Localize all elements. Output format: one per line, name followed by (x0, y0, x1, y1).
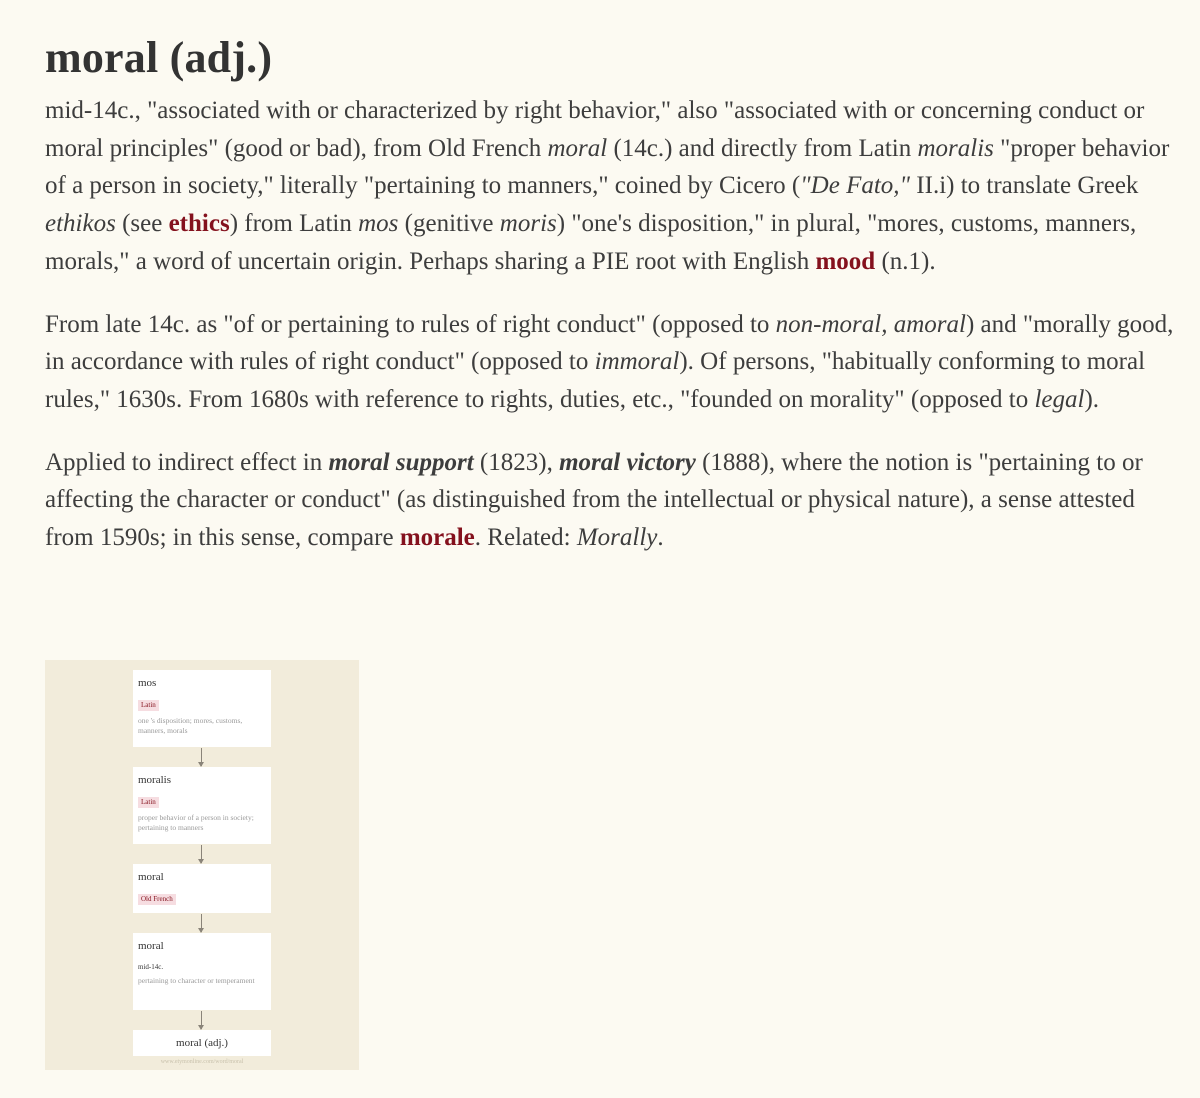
italic-term: mos (358, 210, 399, 238)
bold-italic-term: moral victory (559, 448, 696, 476)
italic-term: ethikos (45, 210, 116, 238)
text: (genitive (398, 210, 500, 238)
text: ) and "morally good, in accordance with rules of right conduct" (opposed to (45, 310, 1174, 376)
text: (see (115, 210, 169, 238)
language-badge: Latin (138, 797, 159, 808)
node-word: moral (138, 871, 164, 883)
node-gloss: proper behavior of a person in society; pertaining to manners (138, 813, 254, 832)
text: mid-14c., "associated with or characterized by right behavior," also "associated with or concerning conduct or moral principles" (good or bad), from Old French (45, 97, 1145, 162)
entry-title: moral (adj.) (45, 33, 273, 82)
down-arrow-icon (201, 1011, 202, 1029)
diagram-node-moral-old-french (133, 864, 271, 913)
down-arrow-icon (201, 914, 202, 932)
down-arrow-icon (201, 845, 202, 863)
definition-paragraph-3 (45, 444, 1175, 557)
node-date: mid-14c. (138, 963, 164, 971)
definition-paragraph-2 (45, 306, 1175, 419)
text: ) "one's disposition," in plural, "mores, customs, manners, morals," a word of uncertain origin. Perhaps sharing a PIE root with English (45, 210, 1137, 275)
text: From late 14c. as "of or pertaining to rules of right conduct" (opposed to (45, 310, 776, 338)
text: ). (1084, 385, 1100, 413)
text: . Related: (474, 524, 577, 552)
definition-paragraph-1 (45, 92, 1175, 281)
text: "proper behavior of a person in society," literally "pertaining to manners," coined by Cicero ( (45, 134, 1170, 200)
node-word: mos (138, 677, 157, 689)
text: . (657, 524, 664, 552)
italic-term: legal (1034, 385, 1085, 413)
italic-term: moris (499, 210, 557, 238)
italic-term: Morally (576, 524, 658, 552)
language-badge: Old French (138, 894, 176, 905)
node-word: moralis (138, 774, 171, 786)
italic-term: moralis (917, 134, 994, 162)
text: (n.1). (875, 247, 936, 275)
diagram-node-moral-mid-14c (133, 933, 271, 1010)
diagram-node-mos (133, 670, 271, 747)
text: (1888), where the notion is "pertaining to or affecting the character or conduct" (as distinguished from the intellectual or physical nature), a sense attested from 1590s; in this sense, compare (45, 448, 1143, 552)
italic-term: immoral (594, 348, 680, 376)
text: Applied to indirect effect in (45, 448, 329, 476)
text: II.i) to translate Greek (910, 172, 1139, 200)
italic-term: "De Fato," (800, 172, 911, 200)
node-word: moral (138, 940, 164, 952)
etymology-diagram[interactable] (45, 660, 359, 1070)
text: ) from Latin (229, 210, 359, 238)
down-arrow-icon (201, 748, 202, 766)
node-gloss: pertaining to character or temperament (138, 976, 255, 985)
link-mood[interactable]: mood (815, 247, 876, 275)
link-ethics[interactable]: ethics (168, 210, 230, 238)
italic-term: moral (547, 134, 608, 162)
entry (45, 0, 1175, 557)
node-gloss: one 's disposition; mores, customs, manners, morals (138, 716, 243, 735)
text: (1823), (473, 448, 560, 476)
diagram-watermark: www.etymonline.com/word/moral (160, 1059, 244, 1065)
diagram-final-node: moral (adj.) (133, 1030, 271, 1056)
diagram-node-moralis (133, 767, 271, 844)
bold-italic-term: moral support (328, 448, 474, 476)
language-badge: Latin (138, 700, 159, 711)
text: (14c.) and directly from Latin (607, 134, 918, 162)
text: ). Of persons, "habitually conforming to moral rules," 1630s. From 1680s with reference to rights, duties, etc., "founded on morality" (opposed to (45, 348, 1146, 413)
link-morale[interactable]: morale (399, 524, 475, 552)
italic-term: non-moral, amoral (775, 310, 966, 338)
